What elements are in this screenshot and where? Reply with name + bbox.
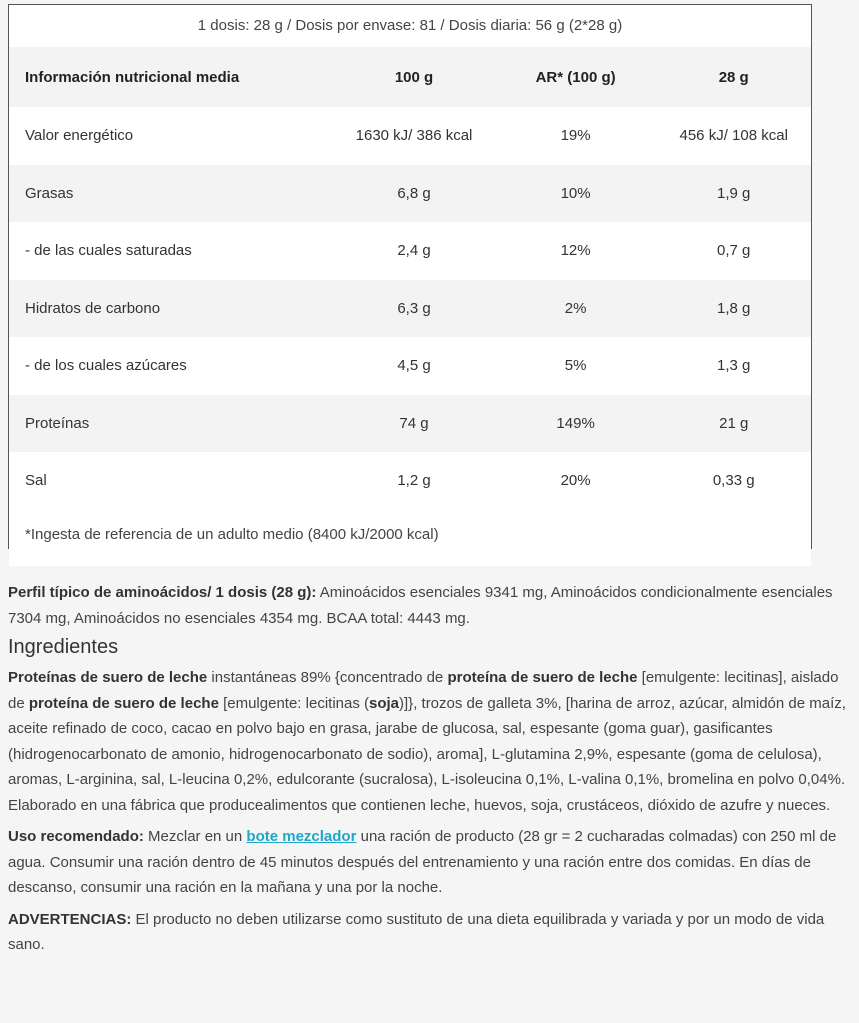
table-row (9, 107, 811, 165)
warnings-text: El producto no deben utilizarse como sustituto de una dieta equilibrada y variada y por un modo de vida sano. (8, 910, 825, 953)
cell-value: 1,8 g (717, 299, 751, 317)
product-description (8, 580, 856, 958)
factory-note: Elaborado en una fábrica que producealimentos que contienen leche, huevos, soja, crustáceos, dióxido de azufre y nueces. (8, 796, 831, 814)
cell-value: 21 g (719, 414, 749, 432)
warnings-label: ADVERTENCIAS: (8, 910, 132, 928)
ingredients-part: [emulgente: lecitinas ( (218, 694, 369, 712)
table-row (9, 395, 811, 453)
amino-label: Perfil típico de aminoácidos/ 1 dosis (28 g): (8, 584, 317, 601)
cell-value: 10% (560, 184, 591, 202)
table-footnote: *Ingesta de referencia de un adulto medio (8400 kJ/2000 kcal) (9, 510, 811, 566)
usage-paragraph (8, 824, 856, 901)
nutrition-table (8, 4, 812, 549)
usage-label: Uso recomendado: (8, 828, 144, 845)
row-label: Hidratos de carbono (25, 299, 161, 317)
warnings-paragraph (8, 907, 856, 958)
cell-value: 2,4 g (397, 242, 431, 260)
usage-text: Mezclar en un (143, 828, 247, 845)
row-label: - de las cuales saturadas (25, 242, 192, 260)
allergen-bold: proteína de suero de leche (28, 694, 219, 712)
cell-value: 0,7 g (717, 242, 751, 260)
cell-value: 1,3 g (717, 357, 751, 375)
header-cell: AR* (100 g) (535, 68, 616, 86)
cell-value: 4,5 g (397, 357, 431, 375)
ingredients-part: )]}, trozos de galleta 3%, [harina de arroz, azúcar, almidón de maíz, aceite refinado de coco, cacao en polvo bajo en grasa, jarabe de glucosa, sal, espesante (goma guar), gasificantes (hidrogenocarbonato de amonio, hidrogenocarbonato de sodio), aroma], L-glutamina 2,9%, espesante (goma de celulosa), aromas, L-arginina, sal, L-leucina 0,2%, edulcorante (sucralosa), L-isoleucina 0,1%, L-valina 0,1%, bromelina en polvo 0,04%. (8, 694, 846, 788)
amino-text: Aminoácidos esenciales 9341 mg, Aminoácidos condicionalmente esenciales 7304 mg, Aminoácidos no esenciales 4354 mg. BCAA total: 4443 mg. (8, 584, 833, 627)
cell-value: 1,9 g (717, 184, 751, 202)
amino-profile (8, 580, 856, 631)
row-label: Sal (25, 472, 47, 490)
allergen-bold: proteína de suero de leche (447, 669, 638, 686)
cell-value: 74 g (399, 414, 429, 432)
table-row (9, 452, 811, 510)
cell-value: 456 kJ/ 108 kcal (679, 127, 788, 145)
table-row (9, 337, 811, 395)
row-label: Valor energético (25, 127, 134, 145)
allergen-bold: soja (369, 694, 400, 712)
cell-value: 6,8 g (397, 184, 431, 202)
table-header (9, 47, 811, 107)
cell-value: 5% (564, 357, 587, 375)
table-row (9, 222, 811, 280)
ingredients-heading: Ingredientes (8, 636, 119, 658)
ingredients-text (8, 665, 856, 793)
cell-value: 149% (556, 414, 595, 432)
header-cell: Información nutricional media (25, 68, 240, 86)
cell-value: 6,3 g (397, 299, 431, 317)
dose-line: 1 dosis: 28 g / Dosis por envase: 81 / Dosis diaria: 56 g (2*28 g) (9, 5, 811, 47)
row-label: Grasas (25, 184, 74, 202)
cell-value: 1630 kJ/ 386 kcal (355, 127, 473, 145)
cell-value: 12% (560, 242, 591, 260)
cell-value: 19% (560, 127, 591, 145)
cell-value: 0,33 g (712, 472, 755, 490)
table-row (9, 165, 811, 223)
header-cell: 28 g (718, 68, 749, 86)
cell-value: 20% (560, 472, 591, 490)
allergen-bold: Proteínas de suero de leche (8, 669, 208, 686)
cell-value: 1,2 g (397, 472, 431, 490)
shaker-link[interactable]: bote mezclador (246, 828, 357, 845)
row-label: - de los cuales azúcares (25, 357, 187, 375)
ingredients-part: [emulgente: lecitinas], aislado de (8, 669, 839, 712)
usage-text: una ración de producto (28 gr = 2 cucharadas colmadas) con 250 ml de agua. Consumir una ración dentro de 45 minutos después del entrenamiento y una ración entre dos comidas. En días de descanso, consumir una ración en la mañana y una por la noche. (8, 828, 837, 896)
row-label: Proteínas (25, 414, 90, 432)
table-row (9, 280, 811, 338)
ingredients-part: instantáneas 89% {concentrado de (207, 669, 448, 686)
header-cell: 100 g (394, 68, 434, 86)
cell-value: 2% (564, 299, 587, 317)
